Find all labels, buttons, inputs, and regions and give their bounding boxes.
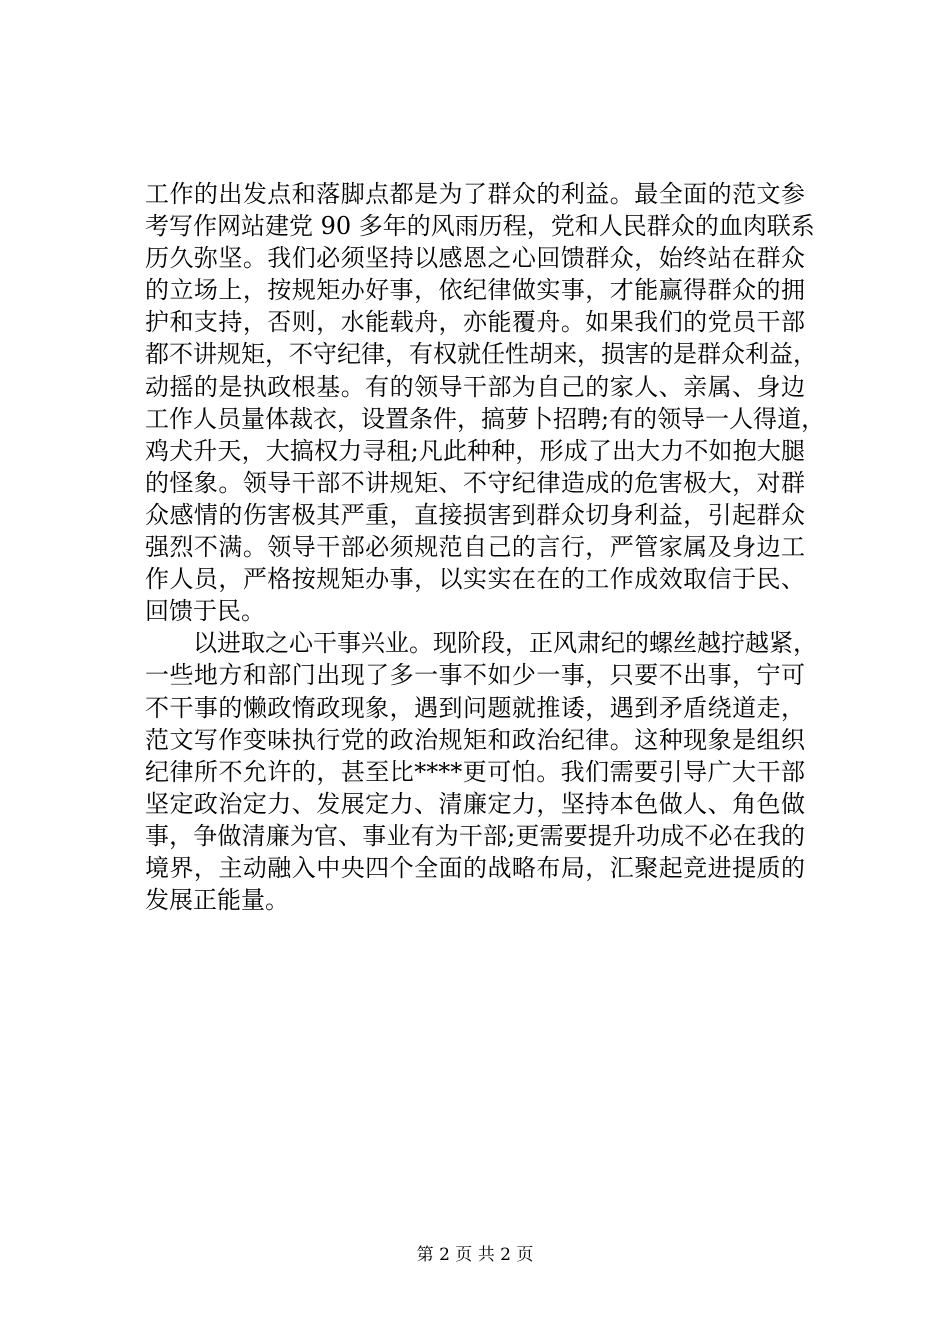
page-number-label: 第 2 页 共 2 页 — [416, 1245, 534, 1265]
body-text — [145, 178, 826, 916]
text-line: 纪律所不允许的，甚至比****更可怕。我们需要引导广大干部 — [145, 757, 805, 786]
text-line: 众感情的伤害极其严重，直接损害到群众切身利益，引起群众 — [145, 500, 805, 529]
text-line: 工作的出发点和落脚点都是为了群众的利益。最全面的范文参 — [145, 180, 805, 208]
text-line: 鸡犬升天，大搞权力寻租;凡此种种，形成了出大力不如抱大腿 — [145, 436, 805, 465]
text-line: 作人员，严格按规矩办事，以实实在在的工作成效取信于民、 — [145, 565, 805, 594]
text-line: 护和支持，否则，水能载舟，亦能覆舟。如果我们的党员干部 — [145, 308, 805, 337]
text-line: 范文写作变味执行党的政治规矩和政治纪律。这种现象是组织 — [145, 725, 805, 754]
text-line: 考写作网站建党 90 多年的风雨历程，党和人民群众的血肉联系 — [145, 212, 815, 241]
text-line: 历久弥坚。我们必须坚持以感恩之心回馈群众，始终站在群众 — [145, 244, 805, 273]
text-line: 动摇的是执政根基。有的领导干部为自己的家人、亲属、身边 — [145, 372, 805, 401]
text-line: 的怪象。领导干部不讲规矩、不守纪律造成的危害极大，对群 — [145, 468, 805, 497]
text-line: 不干事的懒政惰政现象，遇到问题就推诿，遇到矛盾绕道走， — [145, 693, 805, 722]
text-line: 事，争做清廉为官、事业有为干部;更需要提升功成不必在我的 — [145, 821, 805, 850]
page-footer — [0, 1244, 950, 1266]
text-line: 的立场上，按规矩办好事，依纪律做实事，才能赢得群众的拥 — [145, 276, 805, 305]
text-line: 都不讲规矩，不守纪律，有权就任性胡来，损害的是群众利益， — [145, 340, 817, 369]
text-line: 强烈不满。领导干部必须规范自己的言行，严管家属及身边工 — [145, 533, 805, 562]
text-line: 坚定政治定力、发展定力、清廉定力，坚持本色做人、角色做 — [145, 789, 805, 818]
text-line: 一些地方和部门出现了多一事不如少一事，只要不出事，宁可 — [145, 661, 805, 690]
text-line: 工作人员量体裁衣，设置条件，搞萝卜招聘;有的领导一人得道， — [145, 404, 826, 433]
text-line: 发展正能量。 — [145, 886, 289, 915]
text-line: 境界，主动融入中央四个全面的战略布局，汇聚起竞进提质的 — [145, 853, 805, 882]
text-line: 回馈于民。 — [145, 597, 265, 626]
text-line: 以进取之心干事兴业。现阶段，正风肃纪的螺丝越拧越紧， — [145, 629, 817, 658]
